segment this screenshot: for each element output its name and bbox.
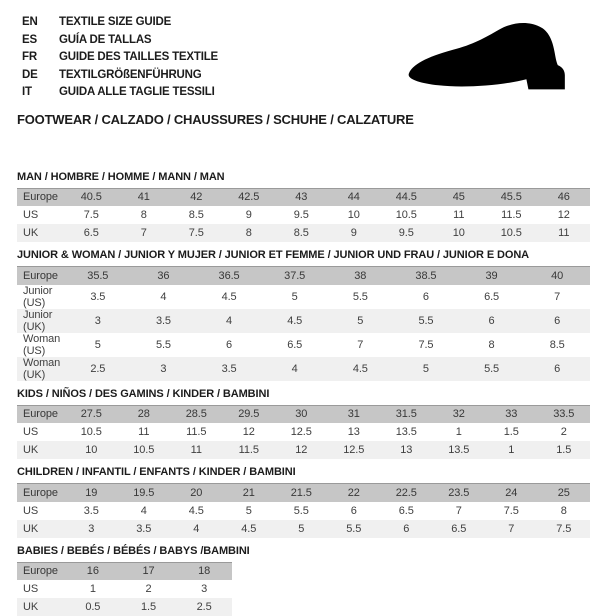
- size-cell: 21.5: [275, 484, 328, 502]
- size-cell: 42: [170, 188, 223, 206]
- table-row: [17, 562, 232, 580]
- size-cell: 2: [538, 423, 591, 441]
- size-table: [17, 405, 590, 460]
- size-cell: 19.5: [118, 484, 171, 502]
- size-cell: 20: [170, 484, 223, 502]
- size-cell: 4: [131, 285, 197, 309]
- size-cell: 8.5: [524, 333, 590, 357]
- size-cell: 3.5: [131, 309, 197, 333]
- size-cell: 5: [262, 285, 328, 309]
- size-cell: 18: [176, 562, 232, 580]
- size-cell: 10.5: [118, 441, 171, 459]
- row-label-cell: Europe: [17, 562, 65, 580]
- size-cell: 1.5: [485, 423, 538, 441]
- size-cell: 31: [328, 405, 381, 423]
- size-cell: 7.5: [485, 502, 538, 520]
- row-label-cell: UK: [17, 441, 65, 459]
- language-label: GUÍA DE TALLAS: [59, 32, 151, 50]
- size-cell: 30: [275, 405, 328, 423]
- shoe-icon: [406, 20, 578, 98]
- size-cell: 3: [176, 580, 232, 598]
- size-section: [17, 545, 600, 616]
- size-cell: 11.5: [485, 206, 538, 224]
- size-cell: 41: [118, 188, 171, 206]
- language-code: IT: [22, 84, 59, 102]
- size-cell: 29.5: [223, 405, 276, 423]
- table-row: [17, 441, 590, 459]
- size-cell: 36: [131, 267, 197, 285]
- size-cell: 4.5: [262, 309, 328, 333]
- size-cell: 33.5: [538, 405, 591, 423]
- size-cell: 2: [121, 580, 177, 598]
- size-cell: 28.5: [170, 405, 223, 423]
- row-label-cell: Europe: [17, 405, 65, 423]
- size-cell: 24: [485, 484, 538, 502]
- size-cell: 9: [223, 206, 276, 224]
- size-cell: 11: [170, 441, 223, 459]
- section-title: MAN / HOMBRE / HOMME / MANN / MAN: [17, 171, 600, 183]
- size-cell: 0.5: [65, 598, 121, 616]
- size-cell: 7.5: [65, 206, 118, 224]
- size-cell: 11: [538, 224, 591, 242]
- size-cell: 5: [275, 520, 328, 538]
- size-cell: 7: [524, 285, 590, 309]
- size-table: [17, 562, 232, 616]
- size-cell: 3: [65, 309, 131, 333]
- size-cell: 28: [118, 405, 171, 423]
- size-cell: 11: [118, 423, 171, 441]
- size-cell: 21: [223, 484, 276, 502]
- size-cell: 12.5: [275, 423, 328, 441]
- table-row: [17, 206, 590, 224]
- row-label-cell: Junior (UK): [17, 309, 65, 333]
- size-cell: 36.5: [196, 267, 262, 285]
- size-cell: 22.5: [380, 484, 433, 502]
- size-cell: 3: [65, 520, 118, 538]
- shoe-silhouette-path: [409, 23, 565, 89]
- size-cell: 11.5: [223, 441, 276, 459]
- size-cell: 2.5: [65, 357, 131, 381]
- size-cell: 10: [65, 441, 118, 459]
- row-label-cell: UK: [17, 598, 65, 616]
- size-cell: 10.5: [380, 206, 433, 224]
- size-cell: 4.5: [223, 520, 276, 538]
- size-cell: 6.5: [433, 520, 486, 538]
- size-cell: 23.5: [433, 484, 486, 502]
- size-cell: 8.5: [170, 206, 223, 224]
- size-cell: 5.5: [131, 333, 197, 357]
- size-cell: 8: [223, 224, 276, 242]
- size-table: [17, 483, 590, 538]
- row-label-cell: Woman (UK): [17, 357, 65, 381]
- size-cell: 13.5: [380, 423, 433, 441]
- table-row: [17, 357, 590, 381]
- size-cell: 7: [433, 502, 486, 520]
- language-code: ES: [22, 32, 59, 50]
- size-cell: 9: [328, 224, 381, 242]
- size-cell: 43: [275, 188, 328, 206]
- size-cell: 7: [118, 224, 171, 242]
- section-title: CHILDREN / INFANTIL / ENFANTS / KINDER / BAMBINI: [17, 466, 600, 478]
- table-row: [17, 188, 590, 206]
- size-table: [17, 266, 590, 381]
- table-row: [17, 484, 590, 502]
- size-cell: 6: [380, 520, 433, 538]
- size-cell: 4.5: [328, 357, 394, 381]
- size-cell: 11: [433, 206, 486, 224]
- size-cell: 9.5: [275, 206, 328, 224]
- size-cell: 31.5: [380, 405, 433, 423]
- row-label-cell: US: [17, 580, 65, 598]
- size-cell: 27.5: [65, 405, 118, 423]
- size-cell: 32: [433, 405, 486, 423]
- size-cell: 35.5: [65, 267, 131, 285]
- size-cell: 40.5: [65, 188, 118, 206]
- section-title: KIDS / NIÑOS / DES GAMINS / KINDER / BAMBINI: [17, 388, 600, 400]
- size-cell: 10: [433, 224, 486, 242]
- table-row: [17, 285, 590, 309]
- size-cell: 4.5: [170, 502, 223, 520]
- size-section: [17, 171, 600, 243]
- size-cell: 4.5: [196, 285, 262, 309]
- table-row: [17, 502, 590, 520]
- size-cell: 3.5: [196, 357, 262, 381]
- size-cell: 45.5: [485, 188, 538, 206]
- size-cell: 5.5: [459, 357, 525, 381]
- size-cell: 7.5: [393, 333, 459, 357]
- size-cell: 5.5: [275, 502, 328, 520]
- language-label: TEXTILGRÖßENFÜHRUNG: [59, 67, 202, 85]
- size-cell: 1.5: [121, 598, 177, 616]
- section-title: JUNIOR & WOMAN / JUNIOR Y MUJER / JUNIOR ET FEMME / JUNIOR UND FRAU / JUNIOR E DONA: [17, 249, 600, 261]
- size-section: [17, 249, 600, 381]
- size-cell: 12.5: [328, 441, 381, 459]
- size-cell: 37.5: [262, 267, 328, 285]
- size-cell: 19: [65, 484, 118, 502]
- size-cell: 10: [328, 206, 381, 224]
- size-cell: 8: [459, 333, 525, 357]
- size-cell: 6.5: [65, 224, 118, 242]
- size-cell: 3.5: [65, 502, 118, 520]
- row-label-cell: US: [17, 206, 65, 224]
- language-code: EN: [22, 14, 59, 32]
- table-row: [17, 333, 590, 357]
- size-cell: 5: [393, 357, 459, 381]
- size-cell: 8: [118, 206, 171, 224]
- size-cell: 40: [524, 267, 590, 285]
- size-cell: 6: [393, 285, 459, 309]
- size-cell: 7: [485, 520, 538, 538]
- size-cell: 1: [485, 441, 538, 459]
- size-cell: 5.5: [328, 520, 381, 538]
- size-cell: 6: [196, 333, 262, 357]
- size-cell: 8: [538, 502, 591, 520]
- size-cell: 2.5: [176, 598, 232, 616]
- size-cell: 5: [328, 309, 394, 333]
- size-cell: 5: [223, 502, 276, 520]
- size-table: [17, 188, 590, 243]
- row-label-cell: Woman (US): [17, 333, 65, 357]
- row-label-cell: Junior (US): [17, 285, 65, 309]
- table-row: [17, 309, 590, 333]
- size-cell: 3.5: [118, 520, 171, 538]
- row-label-cell: UK: [17, 224, 65, 242]
- size-tables: [17, 171, 600, 616]
- size-cell: 4: [196, 309, 262, 333]
- size-cell: 6.5: [262, 333, 328, 357]
- language-label: GUIDA ALLE TAGLIE TESSILI: [59, 84, 215, 102]
- size-section: [17, 466, 600, 538]
- size-cell: 4: [262, 357, 328, 381]
- size-cell: 6.5: [459, 285, 525, 309]
- language-code: DE: [22, 67, 59, 85]
- table-row: [17, 224, 590, 242]
- table-row: [17, 598, 232, 616]
- size-cell: 44.5: [380, 188, 433, 206]
- size-cell: 13: [380, 441, 433, 459]
- size-cell: 11.5: [170, 423, 223, 441]
- language-label: GUIDE DES TAILLES TEXTILE: [59, 49, 218, 67]
- size-cell: 16: [65, 562, 121, 580]
- size-cell: 6: [328, 502, 381, 520]
- size-cell: 6: [524, 357, 590, 381]
- size-cell: 33: [485, 405, 538, 423]
- size-cell: 13: [328, 423, 381, 441]
- size-cell: 6: [524, 309, 590, 333]
- size-cell: 4: [118, 502, 171, 520]
- size-cell: 3: [131, 357, 197, 381]
- size-cell: 7.5: [538, 520, 591, 538]
- size-cell: 25: [538, 484, 591, 502]
- size-cell: 9.5: [380, 224, 433, 242]
- size-cell: 3.5: [65, 285, 131, 309]
- size-cell: 7.5: [170, 224, 223, 242]
- row-label-cell: US: [17, 423, 65, 441]
- size-cell: 1: [433, 423, 486, 441]
- row-label-cell: Europe: [17, 484, 65, 502]
- size-cell: 6.5: [380, 502, 433, 520]
- size-section: [17, 388, 600, 460]
- size-cell: 17: [121, 562, 177, 580]
- size-cell: 13.5: [433, 441, 486, 459]
- size-cell: 46: [538, 188, 591, 206]
- size-cell: 5: [65, 333, 131, 357]
- size-cell: 38.5: [393, 267, 459, 285]
- size-cell: 6: [459, 309, 525, 333]
- size-cell: 4: [170, 520, 223, 538]
- size-cell: 42.5: [223, 188, 276, 206]
- table-row: [17, 267, 590, 285]
- size-cell: 1.5: [538, 441, 591, 459]
- size-cell: 8.5: [275, 224, 328, 242]
- size-cell: 10.5: [485, 224, 538, 242]
- size-cell: 12: [538, 206, 591, 224]
- size-cell: 5.5: [328, 285, 394, 309]
- size-cell: 39: [459, 267, 525, 285]
- size-cell: 12: [275, 441, 328, 459]
- table-row: [17, 423, 590, 441]
- table-row: [17, 580, 232, 598]
- size-cell: 45: [433, 188, 486, 206]
- size-cell: 12: [223, 423, 276, 441]
- size-cell: 38: [328, 267, 394, 285]
- size-cell: 44: [328, 188, 381, 206]
- row-label-cell: Europe: [17, 188, 65, 206]
- row-label-cell: UK: [17, 520, 65, 538]
- size-cell: 10.5: [65, 423, 118, 441]
- size-cell: 5.5: [393, 309, 459, 333]
- row-label-cell: Europe: [17, 267, 65, 285]
- table-row: [17, 405, 590, 423]
- language-label: TEXTILE SIZE GUIDE: [59, 14, 171, 32]
- section-title: BABIES / BEBÉS / BÉBÉS / BABYS /BAMBINI: [17, 545, 600, 557]
- size-cell: 7: [328, 333, 394, 357]
- size-cell: 1: [65, 580, 121, 598]
- language-code: FR: [22, 49, 59, 67]
- table-row: [17, 520, 590, 538]
- size-cell: 22: [328, 484, 381, 502]
- row-label-cell: US: [17, 502, 65, 520]
- footwear-heading: FOOTWEAR / CALZADO / CHAUSSURES / SCHUHE / CALZATURE: [17, 112, 600, 127]
